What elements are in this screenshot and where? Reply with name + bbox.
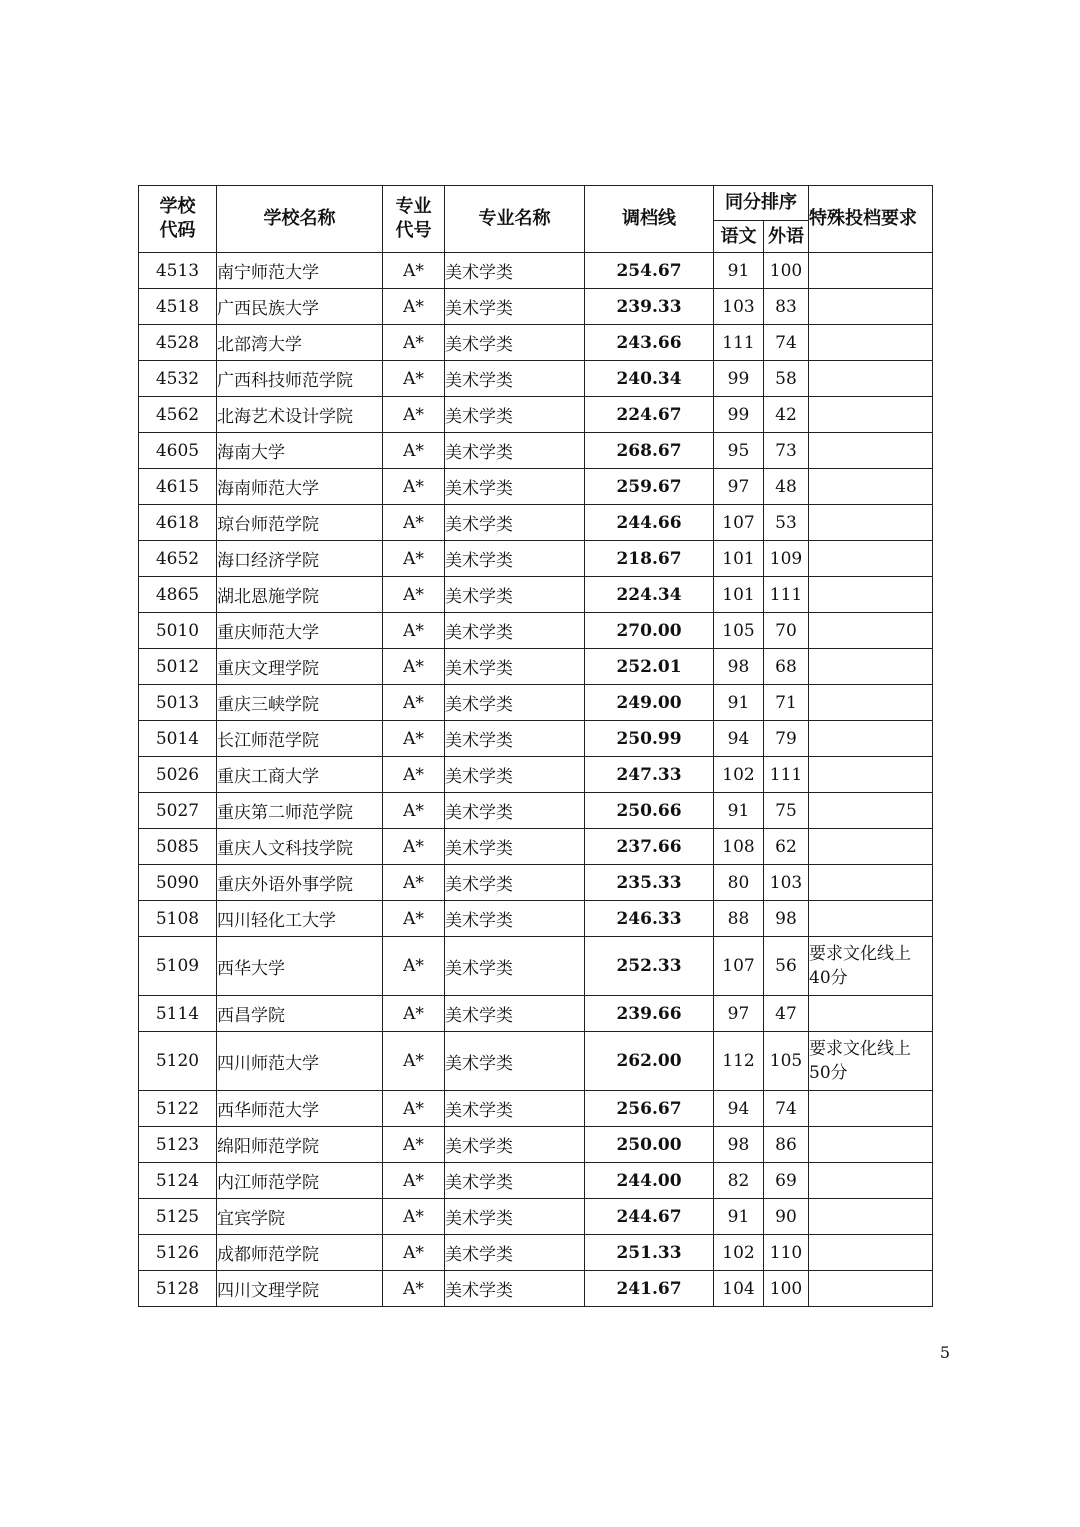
cell-school-name: 重庆人文科技学院 bbox=[217, 829, 383, 865]
cell-chinese-rank: 102 bbox=[714, 1235, 764, 1271]
cell-cutoff-score: 256.67 bbox=[585, 1091, 714, 1127]
cell-major-name: 美术学类 bbox=[445, 1127, 585, 1163]
table-row bbox=[139, 793, 933, 829]
cell-foreign-rank: 53 bbox=[764, 505, 809, 541]
cell-school-code: 4865 bbox=[139, 577, 217, 613]
cell-school-name: 广西民族大学 bbox=[217, 289, 383, 325]
cell-special-requirement bbox=[809, 397, 933, 433]
cell-special-requirement: 要求文化线上40分 bbox=[809, 937, 933, 996]
cell-special-requirement bbox=[809, 1127, 933, 1163]
cell-school-code: 5114 bbox=[139, 996, 217, 1032]
header-major-code: 专业 代号 bbox=[383, 186, 445, 253]
table-row bbox=[139, 865, 933, 901]
cell-school-name: 成都师范学院 bbox=[217, 1235, 383, 1271]
cell-cutoff-score: 250.99 bbox=[585, 721, 714, 757]
cell-school-name: 广西科技师范学院 bbox=[217, 361, 383, 397]
cell-cutoff-score: 250.66 bbox=[585, 793, 714, 829]
admission-cutoff-table bbox=[138, 185, 933, 1307]
cell-major-code: A* bbox=[383, 469, 445, 505]
table-row bbox=[139, 613, 933, 649]
cell-major-code: A* bbox=[383, 901, 445, 937]
header-special-requirement: 特殊投档要求 bbox=[809, 186, 933, 253]
cell-special-requirement bbox=[809, 901, 933, 937]
cell-school-code: 5027 bbox=[139, 793, 217, 829]
cell-foreign-rank: 58 bbox=[764, 361, 809, 397]
cell-major-code: A* bbox=[383, 937, 445, 996]
cell-school-code: 5108 bbox=[139, 901, 217, 937]
cell-cutoff-score: 224.34 bbox=[585, 577, 714, 613]
cell-major-name: 美术学类 bbox=[445, 829, 585, 865]
cell-chinese-rank: 111 bbox=[714, 325, 764, 361]
cell-school-name: 海南大学 bbox=[217, 433, 383, 469]
table-row bbox=[139, 253, 933, 289]
cell-major-code: A* bbox=[383, 1091, 445, 1127]
cell-chinese-rank: 91 bbox=[714, 793, 764, 829]
cell-major-name: 美术学类 bbox=[445, 613, 585, 649]
cell-school-name: 西华师范大学 bbox=[217, 1091, 383, 1127]
cell-chinese-rank: 107 bbox=[714, 505, 764, 541]
header-tie-break: 同分排序 bbox=[714, 186, 809, 221]
cell-major-code: A* bbox=[383, 1199, 445, 1235]
cell-cutoff-score: 243.66 bbox=[585, 325, 714, 361]
cell-cutoff-score: 237.66 bbox=[585, 829, 714, 865]
cell-school-code: 5013 bbox=[139, 685, 217, 721]
cell-major-name: 美术学类 bbox=[445, 1163, 585, 1199]
cell-major-code: A* bbox=[383, 757, 445, 793]
cell-foreign-rank: 62 bbox=[764, 829, 809, 865]
cell-cutoff-score: 244.66 bbox=[585, 505, 714, 541]
cell-foreign-rank: 111 bbox=[764, 577, 809, 613]
cell-major-name: 美术学类 bbox=[445, 865, 585, 901]
cell-school-code: 4513 bbox=[139, 253, 217, 289]
header-school-code: 学校 代码 bbox=[139, 186, 217, 253]
cell-special-requirement bbox=[809, 1271, 933, 1307]
cell-foreign-rank: 74 bbox=[764, 325, 809, 361]
cell-foreign-rank: 110 bbox=[764, 1235, 809, 1271]
cell-foreign-rank: 79 bbox=[764, 721, 809, 757]
cell-major-name: 美术学类 bbox=[445, 721, 585, 757]
cell-school-name: 西昌学院 bbox=[217, 996, 383, 1032]
cell-cutoff-score: 262.00 bbox=[585, 1032, 714, 1091]
cell-school-code: 5124 bbox=[139, 1163, 217, 1199]
cell-school-code: 4605 bbox=[139, 433, 217, 469]
table-row bbox=[139, 1032, 933, 1091]
cell-foreign-rank: 111 bbox=[764, 757, 809, 793]
cell-foreign-rank: 42 bbox=[764, 397, 809, 433]
cell-cutoff-score: 240.34 bbox=[585, 361, 714, 397]
cell-school-name: 长江师范学院 bbox=[217, 721, 383, 757]
cell-foreign-rank: 68 bbox=[764, 649, 809, 685]
cell-major-name: 美术学类 bbox=[445, 253, 585, 289]
cell-special-requirement bbox=[809, 613, 933, 649]
cell-special-requirement bbox=[809, 1235, 933, 1271]
table-row bbox=[139, 1163, 933, 1199]
cell-cutoff-score: 239.66 bbox=[585, 996, 714, 1032]
table-row bbox=[139, 721, 933, 757]
cell-school-code: 5123 bbox=[139, 1127, 217, 1163]
cell-chinese-rank: 95 bbox=[714, 433, 764, 469]
cell-foreign-rank: 56 bbox=[764, 937, 809, 996]
cell-major-code: A* bbox=[383, 685, 445, 721]
cell-special-requirement bbox=[809, 996, 933, 1032]
table-row bbox=[139, 325, 933, 361]
cell-chinese-rank: 104 bbox=[714, 1271, 764, 1307]
cell-school-name: 四川文理学院 bbox=[217, 1271, 383, 1307]
cell-cutoff-score: 241.67 bbox=[585, 1271, 714, 1307]
cell-school-name: 琼台师范学院 bbox=[217, 505, 383, 541]
cell-major-name: 美术学类 bbox=[445, 505, 585, 541]
cell-school-name: 重庆师范大学 bbox=[217, 613, 383, 649]
cell-special-requirement bbox=[809, 361, 933, 397]
cell-chinese-rank: 98 bbox=[714, 1127, 764, 1163]
cell-foreign-rank: 73 bbox=[764, 433, 809, 469]
cell-chinese-rank: 82 bbox=[714, 1163, 764, 1199]
cell-school-code: 5126 bbox=[139, 1235, 217, 1271]
cell-major-code: A* bbox=[383, 613, 445, 649]
cell-cutoff-score: 239.33 bbox=[585, 289, 714, 325]
cell-cutoff-score: 254.67 bbox=[585, 253, 714, 289]
cell-school-code: 5026 bbox=[139, 757, 217, 793]
cell-major-code: A* bbox=[383, 433, 445, 469]
cell-school-name: 四川师范大学 bbox=[217, 1032, 383, 1091]
cell-major-code: A* bbox=[383, 996, 445, 1032]
cell-special-requirement bbox=[809, 505, 933, 541]
cell-major-name: 美术学类 bbox=[445, 996, 585, 1032]
cell-school-code: 4618 bbox=[139, 505, 217, 541]
cell-chinese-rank: 94 bbox=[714, 721, 764, 757]
cell-school-name: 海口经济学院 bbox=[217, 541, 383, 577]
cell-chinese-rank: 108 bbox=[714, 829, 764, 865]
cell-major-name: 美术学类 bbox=[445, 1091, 585, 1127]
cell-foreign-rank: 109 bbox=[764, 541, 809, 577]
page-number: 5 bbox=[939, 1343, 950, 1362]
cell-school-code: 4562 bbox=[139, 397, 217, 433]
cell-cutoff-score: 252.01 bbox=[585, 649, 714, 685]
cell-cutoff-score: 250.00 bbox=[585, 1127, 714, 1163]
table-row bbox=[139, 685, 933, 721]
cell-special-requirement bbox=[809, 433, 933, 469]
cell-special-requirement bbox=[809, 1091, 933, 1127]
table-row bbox=[139, 901, 933, 937]
cell-special-requirement bbox=[809, 469, 933, 505]
table-row bbox=[139, 1127, 933, 1163]
cell-major-code: A* bbox=[383, 1163, 445, 1199]
cell-special-requirement bbox=[809, 721, 933, 757]
cell-special-requirement bbox=[809, 829, 933, 865]
cell-chinese-rank: 112 bbox=[714, 1032, 764, 1091]
cell-major-name: 美术学类 bbox=[445, 397, 585, 433]
cell-chinese-rank: 98 bbox=[714, 649, 764, 685]
header-school-name: 学校名称 bbox=[217, 186, 383, 253]
cell-cutoff-score: 259.67 bbox=[585, 469, 714, 505]
table-row bbox=[139, 397, 933, 433]
cell-major-code: A* bbox=[383, 1127, 445, 1163]
cell-major-name: 美术学类 bbox=[445, 685, 585, 721]
cell-chinese-rank: 88 bbox=[714, 901, 764, 937]
cell-cutoff-score: 224.67 bbox=[585, 397, 714, 433]
header-foreign-language: 外语 bbox=[764, 221, 809, 253]
cell-school-name: 南宁师范大学 bbox=[217, 253, 383, 289]
cell-school-code: 5128 bbox=[139, 1271, 217, 1307]
table-row bbox=[139, 289, 933, 325]
cell-foreign-rank: 105 bbox=[764, 1032, 809, 1091]
cell-major-name: 美术学类 bbox=[445, 577, 585, 613]
cell-major-code: A* bbox=[383, 505, 445, 541]
cell-cutoff-score: 235.33 bbox=[585, 865, 714, 901]
table-row bbox=[139, 1091, 933, 1127]
cell-school-code: 4518 bbox=[139, 289, 217, 325]
table-row bbox=[139, 649, 933, 685]
table-row bbox=[139, 1271, 933, 1307]
cell-chinese-rank: 97 bbox=[714, 996, 764, 1032]
cell-chinese-rank: 99 bbox=[714, 361, 764, 397]
cell-foreign-rank: 98 bbox=[764, 901, 809, 937]
header-chinese: 语文 bbox=[714, 221, 764, 253]
cell-school-code: 5010 bbox=[139, 613, 217, 649]
table-body bbox=[139, 253, 933, 1307]
cell-major-code: A* bbox=[383, 397, 445, 433]
cell-foreign-rank: 48 bbox=[764, 469, 809, 505]
table-row bbox=[139, 505, 933, 541]
table-row bbox=[139, 541, 933, 577]
cell-school-name: 宜宾学院 bbox=[217, 1199, 383, 1235]
cell-school-name: 重庆三峡学院 bbox=[217, 685, 383, 721]
cell-special-requirement bbox=[809, 757, 933, 793]
cell-school-name: 北海艺术设计学院 bbox=[217, 397, 383, 433]
cell-special-requirement bbox=[809, 649, 933, 685]
cell-foreign-rank: 100 bbox=[764, 253, 809, 289]
cell-major-code: A* bbox=[383, 541, 445, 577]
cell-school-code: 5122 bbox=[139, 1091, 217, 1127]
cell-chinese-rank: 91 bbox=[714, 685, 764, 721]
cell-school-name: 湖北恩施学院 bbox=[217, 577, 383, 613]
cell-major-code: A* bbox=[383, 649, 445, 685]
cell-major-name: 美术学类 bbox=[445, 901, 585, 937]
cell-special-requirement bbox=[809, 253, 933, 289]
cell-school-name: 重庆第二师范学院 bbox=[217, 793, 383, 829]
cell-cutoff-score: 268.67 bbox=[585, 433, 714, 469]
cell-school-name: 重庆文理学院 bbox=[217, 649, 383, 685]
cell-school-name: 海南师范大学 bbox=[217, 469, 383, 505]
table-row bbox=[139, 577, 933, 613]
cell-major-name: 美术学类 bbox=[445, 757, 585, 793]
cell-chinese-rank: 97 bbox=[714, 469, 764, 505]
cell-major-name: 美术学类 bbox=[445, 289, 585, 325]
table-row bbox=[139, 757, 933, 793]
cell-foreign-rank: 70 bbox=[764, 613, 809, 649]
cell-major-code: A* bbox=[383, 721, 445, 757]
cell-foreign-rank: 69 bbox=[764, 1163, 809, 1199]
cell-chinese-rank: 103 bbox=[714, 289, 764, 325]
cell-major-code: A* bbox=[383, 1032, 445, 1091]
cell-special-requirement bbox=[809, 793, 933, 829]
cell-major-code: A* bbox=[383, 361, 445, 397]
cell-school-code: 5012 bbox=[139, 649, 217, 685]
cell-school-name: 西华大学 bbox=[217, 937, 383, 996]
cell-foreign-rank: 90 bbox=[764, 1199, 809, 1235]
cell-major-code: A* bbox=[383, 325, 445, 361]
cell-foreign-rank: 100 bbox=[764, 1271, 809, 1307]
cell-school-code: 5109 bbox=[139, 937, 217, 996]
cell-major-name: 美术学类 bbox=[445, 1032, 585, 1091]
cell-chinese-rank: 101 bbox=[714, 541, 764, 577]
cell-chinese-rank: 80 bbox=[714, 865, 764, 901]
cell-special-requirement bbox=[809, 289, 933, 325]
cell-cutoff-score: 249.00 bbox=[585, 685, 714, 721]
cell-school-code: 5014 bbox=[139, 721, 217, 757]
cell-cutoff-score: 244.67 bbox=[585, 1199, 714, 1235]
table-row bbox=[139, 1235, 933, 1271]
cell-school-name: 绵阳师范学院 bbox=[217, 1127, 383, 1163]
cell-school-code: 4652 bbox=[139, 541, 217, 577]
cell-major-code: A* bbox=[383, 1271, 445, 1307]
cell-cutoff-score: 244.00 bbox=[585, 1163, 714, 1199]
cell-foreign-rank: 103 bbox=[764, 865, 809, 901]
cell-special-requirement bbox=[809, 1163, 933, 1199]
cell-special-requirement bbox=[809, 541, 933, 577]
cell-school-name: 重庆工商大学 bbox=[217, 757, 383, 793]
cell-special-requirement bbox=[809, 577, 933, 613]
cell-cutoff-score: 270.00 bbox=[585, 613, 714, 649]
cell-school-code: 5120 bbox=[139, 1032, 217, 1091]
cell-major-name: 美术学类 bbox=[445, 793, 585, 829]
cell-major-name: 美术学类 bbox=[445, 541, 585, 577]
cell-school-name: 内江师范学院 bbox=[217, 1163, 383, 1199]
cell-foreign-rank: 86 bbox=[764, 1127, 809, 1163]
cell-foreign-rank: 71 bbox=[764, 685, 809, 721]
cell-school-code: 5090 bbox=[139, 865, 217, 901]
cell-cutoff-score: 252.33 bbox=[585, 937, 714, 996]
cell-chinese-rank: 107 bbox=[714, 937, 764, 996]
cell-cutoff-score: 247.33 bbox=[585, 757, 714, 793]
cell-major-code: A* bbox=[383, 829, 445, 865]
cell-foreign-rank: 83 bbox=[764, 289, 809, 325]
cell-foreign-rank: 74 bbox=[764, 1091, 809, 1127]
cell-cutoff-score: 251.33 bbox=[585, 1235, 714, 1271]
cell-major-code: A* bbox=[383, 865, 445, 901]
cell-chinese-rank: 102 bbox=[714, 757, 764, 793]
cell-major-code: A* bbox=[383, 577, 445, 613]
cell-major-name: 美术学类 bbox=[445, 1235, 585, 1271]
cell-school-code: 4528 bbox=[139, 325, 217, 361]
table-row bbox=[139, 829, 933, 865]
cell-chinese-rank: 91 bbox=[714, 1199, 764, 1235]
table-row bbox=[139, 361, 933, 397]
cell-major-code: A* bbox=[383, 793, 445, 829]
cell-major-name: 美术学类 bbox=[445, 1199, 585, 1235]
cell-school-code: 5125 bbox=[139, 1199, 217, 1235]
cell-major-name: 美术学类 bbox=[445, 433, 585, 469]
cell-chinese-rank: 91 bbox=[714, 253, 764, 289]
cell-chinese-rank: 105 bbox=[714, 613, 764, 649]
cell-school-name: 重庆外语外事学院 bbox=[217, 865, 383, 901]
table-row bbox=[139, 1199, 933, 1235]
cell-special-requirement: 要求文化线上50分 bbox=[809, 1032, 933, 1091]
table-row bbox=[139, 433, 933, 469]
cell-school-code: 5085 bbox=[139, 829, 217, 865]
cell-major-code: A* bbox=[383, 289, 445, 325]
table-row bbox=[139, 937, 933, 996]
table-row bbox=[139, 469, 933, 505]
cell-major-name: 美术学类 bbox=[445, 361, 585, 397]
cell-major-code: A* bbox=[383, 253, 445, 289]
cell-cutoff-score: 246.33 bbox=[585, 901, 714, 937]
cell-major-name: 美术学类 bbox=[445, 325, 585, 361]
cell-major-name: 美术学类 bbox=[445, 469, 585, 505]
cell-special-requirement bbox=[809, 325, 933, 361]
cell-major-name: 美术学类 bbox=[445, 649, 585, 685]
cell-special-requirement bbox=[809, 685, 933, 721]
cell-school-code: 4615 bbox=[139, 469, 217, 505]
cell-school-name: 四川轻化工大学 bbox=[217, 901, 383, 937]
cell-school-name: 北部湾大学 bbox=[217, 325, 383, 361]
cell-school-code: 4532 bbox=[139, 361, 217, 397]
cell-major-code: A* bbox=[383, 1235, 445, 1271]
cell-major-name: 美术学类 bbox=[445, 937, 585, 996]
cell-major-name: 美术学类 bbox=[445, 1271, 585, 1307]
header-major-name: 专业名称 bbox=[445, 186, 585, 253]
cell-foreign-rank: 47 bbox=[764, 996, 809, 1032]
cell-chinese-rank: 99 bbox=[714, 397, 764, 433]
header-cutoff-score: 调档线 bbox=[585, 186, 714, 253]
cell-special-requirement bbox=[809, 865, 933, 901]
cell-cutoff-score: 218.67 bbox=[585, 541, 714, 577]
cell-foreign-rank: 75 bbox=[764, 793, 809, 829]
cell-chinese-rank: 94 bbox=[714, 1091, 764, 1127]
cell-chinese-rank: 101 bbox=[714, 577, 764, 613]
cell-special-requirement bbox=[809, 1199, 933, 1235]
table-row bbox=[139, 996, 933, 1032]
